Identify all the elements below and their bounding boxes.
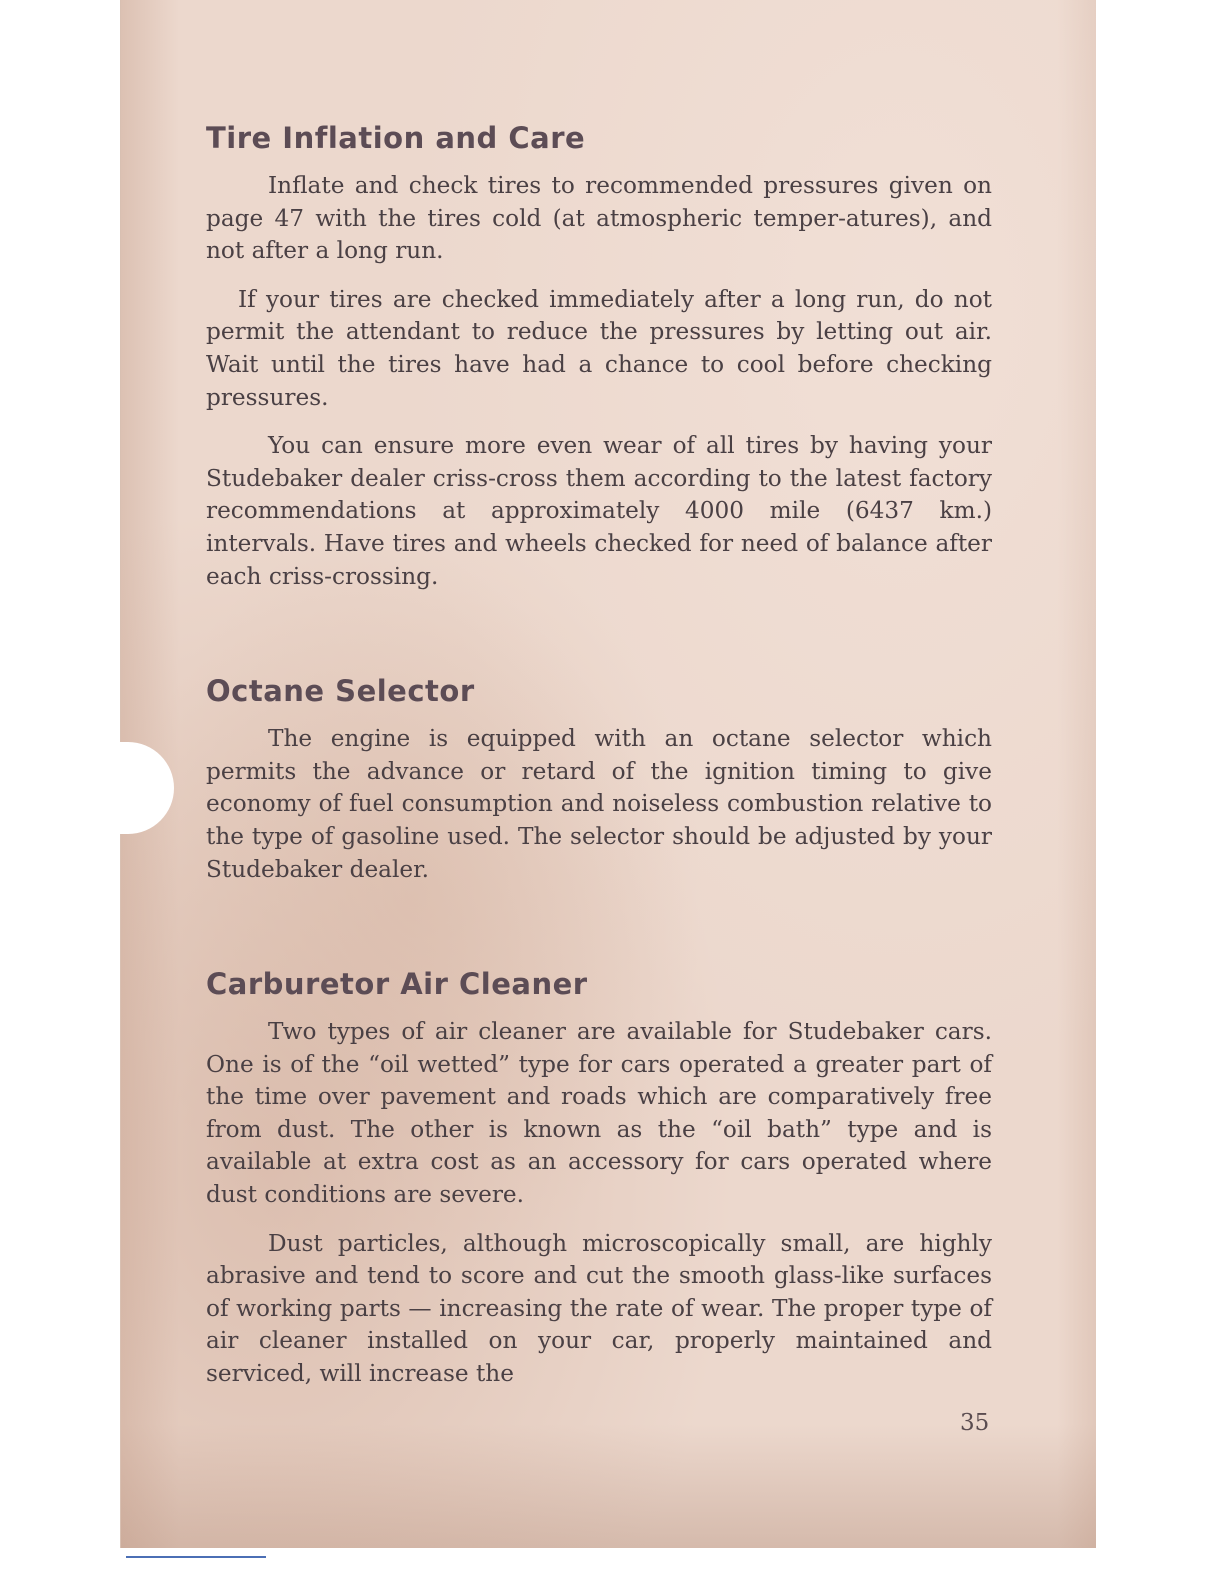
paragraph: The engine is equipped with an octane selector which permits the advance or retard of the ignition timing to give economy of fuel consumption and noiseless combustion relative to the type of gasoline used. The selector should be adjusted by your Studebaker dealer. [206,725,992,883]
section-spacer [206,902,992,964]
page-number: 35 [960,1410,990,1436]
section-spacer [206,609,992,671]
section-heading: Carburetor Air Cleaner [206,967,588,1002]
section-carburetor-air-cleaner [206,964,992,1391]
section-tire-inflation [206,118,992,593]
paragraph: Dust particles, although microscopically small, are highly abrasive and tend to score and cut the smooth glass-like surfaces of working parts — increasing the rate of wear. The proper type of air cleaner installed on your car, properly maintained and serviced, will increase the [206,1229,992,1388]
section-heading: Octane Selector [206,674,475,709]
page-content [206,118,992,1407]
paragraph: If your tires are checked immediately after a long run, do not permit the attendant to reduce the pressures by letting out air. Wait until the tires have had a chance to cool before checking pressures. [206,285,992,411]
underline-mark [126,1556,266,1558]
paragraph: Two types of air cleaner are available for Studebaker cars. One is of the “oil wetted” type for cars operated a greater part of the time over pavement and roads which are comparatively free from dust. The other is known as the “oil bath” type and is available at extra cost as an accessory for cars operated where dust conditions are severe. [206,1018,992,1209]
paragraph: Inflate and check tires to recommended pressures given on page 47 with the tires cold (at atmospheric temper-atures), and not after a long run. [206,172,992,265]
section-heading: Tire Inflation and Care [206,121,586,155]
section-octane-selector [206,671,992,886]
paragraph: You can ensure more even wear of all tires by having your Studebaker dealer criss-cross them according to the latest factory recommendations at approximately 4000 mile (6437 km.) intervals. Have tires and wheels checked for need of balance after each criss-crossing. [206,432,992,590]
